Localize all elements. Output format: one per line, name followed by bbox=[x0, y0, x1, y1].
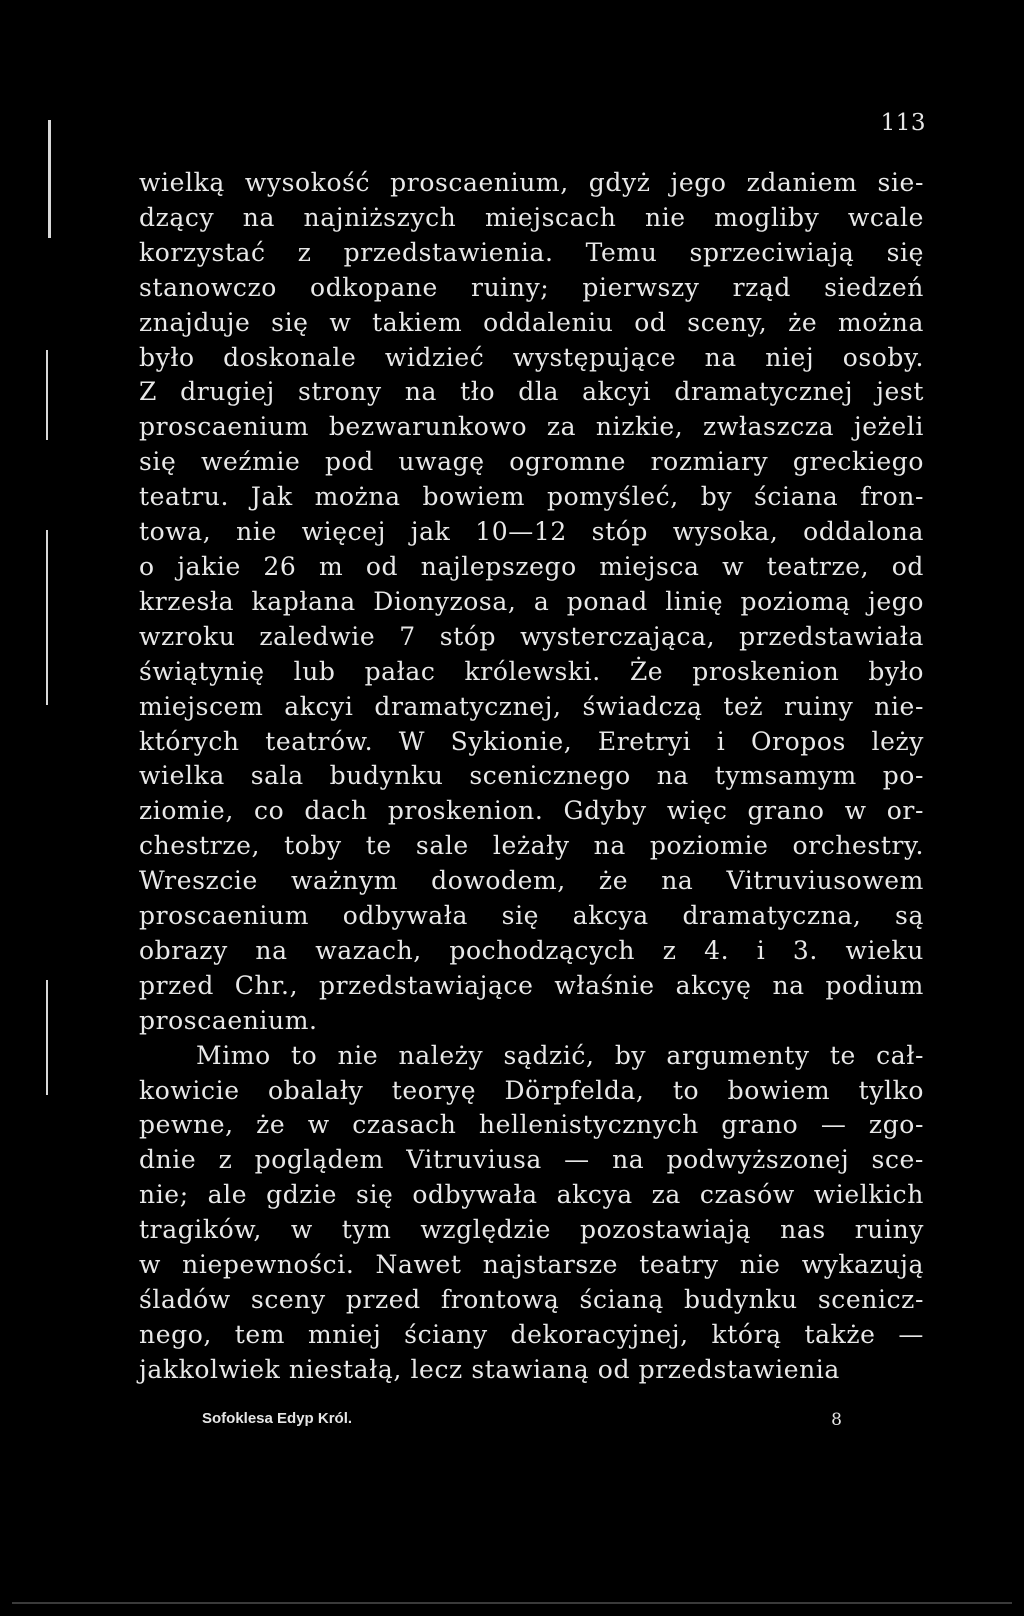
text-line: proscaenium. bbox=[139, 1005, 318, 1035]
footer-sheet-number: 8 bbox=[831, 1410, 842, 1430]
margin-mark bbox=[48, 120, 51, 238]
margin-mark bbox=[46, 530, 48, 705]
body-text bbox=[139, 166, 924, 1388]
text-line: teatru. Jak można bowiem pomyśleć, by ściana fron- bbox=[139, 482, 924, 512]
text-line: których teatrów. W Sykionie, Eretryi i Oropos leży bbox=[139, 726, 924, 756]
text-line: miejscem akcyi dramatycznej, świadczą też ruiny nie- bbox=[139, 691, 924, 721]
text-line: proscaenium bezwarunkowo za nizkie, zwłaszcza jeżeli bbox=[139, 412, 924, 442]
scanned-page bbox=[12, 10, 1012, 1606]
text-line: tragików, w tym względzie pozostawiają nas ruiny bbox=[139, 1215, 924, 1245]
bottom-edge bbox=[12, 1602, 1012, 1604]
margin-mark bbox=[46, 980, 48, 1095]
text-line: obrazy na wazach, pochodzących z 4. i 3. wieku bbox=[139, 935, 924, 965]
text-line: jakkolwiek niestałą, lecz stawianą od przedstawienia bbox=[139, 1354, 840, 1384]
text-line: przed Chr., przedstawiające właśnie akcyę na podium bbox=[139, 970, 924, 1000]
text-line: nego, tem mniej ściany dekoracyjnej, którą także — bbox=[139, 1319, 924, 1349]
text-line: korzystać z przedstawienia. Temu sprzeciwiają się bbox=[139, 237, 924, 267]
text-line: wielką wysokość proscaenium, gdyż jego zdaniem sie- bbox=[139, 168, 924, 197]
footer-signature: Sofoklesa Edyp Król. bbox=[202, 1410, 353, 1427]
text-line: chestrze, toby te sale leżały na poziomie orchestry. bbox=[139, 831, 924, 861]
text-line: Wreszcie ważnym dowodem, że na Vitruviusowem bbox=[139, 866, 924, 896]
text-line: stanowczo odkopane ruiny; pierwszy rząd siedzeń bbox=[139, 272, 924, 302]
text-line: Mimo to nie należy sądzić, by argumenty te cał- bbox=[196, 1040, 924, 1070]
text-line: w niepewności. Nawet najstarsze teatry nie wykazują bbox=[139, 1250, 924, 1280]
text-line: się weźmie pod uwagę ogromne rozmiary greckiego bbox=[139, 447, 924, 477]
text-line: proscaenium odbywała się akcya dramatyczna, są bbox=[139, 901, 924, 931]
text-line: śladów sceny przed frontową ścianą budynku scenicz- bbox=[139, 1285, 924, 1314]
page-number: 113 bbox=[880, 110, 926, 136]
text-line: kowicie obalały teoryę Dörpfelda, to bowiem tylko bbox=[139, 1075, 924, 1105]
text-line: pewne, że w czasach hellenistycznych grano — zgo- bbox=[139, 1110, 924, 1140]
text-line: świątynię lub pałac królewski. Że proskenion było bbox=[139, 656, 924, 686]
text-line: dzący na najniższych miejscach nie mogliby wcale bbox=[139, 202, 924, 232]
text-line: ziomie, co dach proskenion. Gdyby więc grano w or- bbox=[139, 796, 924, 826]
text-line: nie; ale gdzie się odbywała akcya za czasów wielkich bbox=[139, 1180, 924, 1210]
text-line: wzroku zaledwie 7 stóp wysterczająca, przedstawiała bbox=[139, 621, 924, 651]
text-line: wielka sala budynku scenicznego na tymsamym po- bbox=[139, 761, 924, 791]
text-line: Z drugiej strony na tło dla akcyi dramatycznej jest bbox=[139, 377, 924, 407]
text-line: było doskonale widzieć występujące na niej osoby. bbox=[139, 342, 924, 372]
text-line: towa, nie więcej jak 10—12 stóp wysoka, oddalona bbox=[139, 517, 924, 547]
text-line: znajduje się w takiem oddaleniu od sceny, że można bbox=[139, 307, 924, 337]
margin-mark bbox=[46, 350, 48, 440]
text-line: krzesła kapłana Dionyzosa, a ponad linię poziomą jego bbox=[139, 586, 924, 616]
text-line: o jakie 26 m od najlepszego miejsca w teatrze, od bbox=[139, 551, 924, 581]
text-line: dnie z poglądem Vitruviusa — na podwyższonej sce- bbox=[139, 1145, 924, 1175]
